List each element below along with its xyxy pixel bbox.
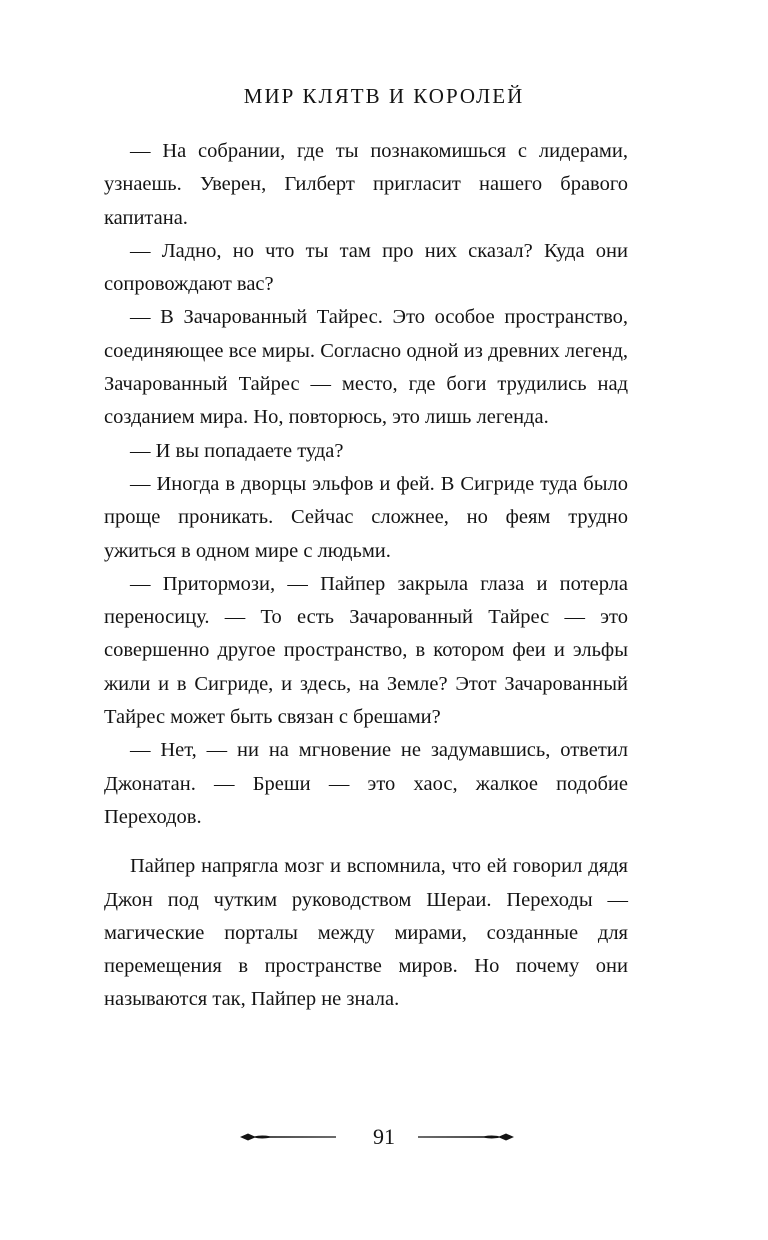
paragraph: — Притормози, — Пайпер закрыла глаза и потерла переносицу. — То есть Зачарованный Тайрес — это совершенно другое пространство, в котором феи и эльфы жили и в Сигриде, и здесь, на Земле? Этот Зачарованный Тайрес может быть связан с брешами? — [104, 572, 628, 729]
paragraph: Пайпер напрягла мозг и вспомнила, что ей говорил дядя Джон под чутким руководством Шераи. Переходы — магические порталы между мирами, созданные для перемещения в пространстве миров. Но почему они называются так, Пайпер не знала. — [104, 855, 628, 1011]
paragraph: — Нет, — ни на мгновение не задумавшись, ответил Джонатан. — Бреши — это хаос, жалкое подобие Переходов. — [104, 739, 628, 828]
paragraph: — В Зачарованный Тайрес. Это особое пространство, соединяющее все миры. Согласно одной из древних легенд, Зачарованный Тайрес — место, где боги трудились над созданием мира. Но, повторюсь, это лишь легенда. — [104, 306, 628, 429]
paragraph: — И вы попадаете туда? — [130, 439, 344, 462]
paragraph: — На собрании, где ты познакомишься с лидерами, узнаешь. Уверен, Гилберт пригласит нашего бравого капитана. — [104, 140, 628, 229]
paragraph: — Ладно, но что ты там про них сказал? Куда они сопровождают вас? — [104, 239, 628, 296]
left-ornament-icon — [240, 1131, 336, 1143]
page-number: 91 — [373, 1124, 395, 1149]
running-header: МИР КЛЯТВ И КОРОЛЕЙ — [243, 84, 525, 108]
page-footer — [0, 1118, 768, 1158]
page-body — [104, 135, 628, 1017]
right-ornament-icon — [418, 1131, 514, 1143]
paragraph: — Иногда в дворцы эльфов и фей. В Сигриде туда было проще проникать. Сейчас сложнее, но феям трудно ужиться в одном мире с людьми. — [104, 472, 628, 562]
